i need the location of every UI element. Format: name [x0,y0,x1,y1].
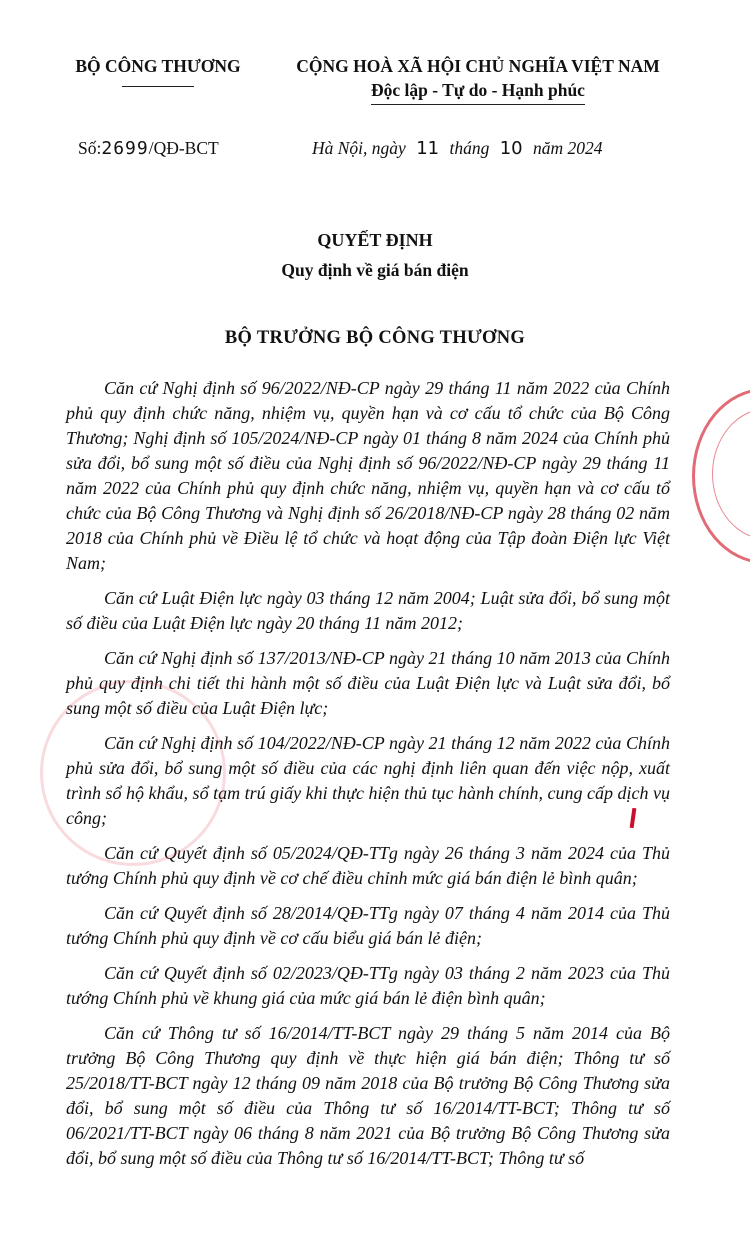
legal-basis-paragraph: Căn cứ Quyết định số 28/2014/QĐ-TTg ngày 07 tháng 4 năm 2014 của Thủ tướng Chính phủ quy định về cơ cấu biểu giá bán lẻ điện; [66,903,670,948]
date-year: năm 2024 [533,138,603,158]
date-month: 10 [499,138,523,159]
legal-basis-paragraph: Căn cứ Nghị định số 104/2022/NĐ-CP ngày 21 tháng 12 năm 2022 của Chính phủ sửa đổi, bổ sung một số điều của các nghị định liên quan đến việc nộp, xuất trình sổ hộ khẩu, sổ tạm trú giấy khi thực hiện thủ tục hành chính, cung cấp dịch vụ công; [66,733,670,828]
legal-basis-paragraph: Căn cứ Quyết định số 02/2023/QĐ-TTg ngày 03 tháng 2 năm 2023 của Thủ tướng Chính phủ về khung giá của mức giá bán lẻ điện bình quân; [66,963,670,1008]
issue-date [312,138,603,159]
legal-basis-paragraph: Căn cứ Nghị định số 96/2022/NĐ-CP ngày 29 tháng 11 năm 2022 của Chính phủ quy định chức năng, nhiệm vụ, quyền hạn và cơ cấu tổ chức của Bộ Công Thương; Nghị định số 105/2024/NĐ-CP ngày 01 tháng 8 năm 2024 của Chính phủ sửa đổi, bổ sung một số điều của Nghị định số 96/2022/NĐ-CP ngày 29 tháng 11 năm 2022 của Chính phủ quy định chức năng, nhiệm vụ, quyền hạn và cơ cấu tổ chức của Bộ Công Thương và Nghị định số 26/2018/NĐ-CP ngày 28 tháng 02 năm 2018 của Chính phủ về Điều lệ tổ chức và hoạt động của Tập đoàn Điện lực Việt Nam; [66,378,670,573]
ministry-underline [122,86,194,87]
faint-stamp-bleed [40,680,226,866]
issuing-agency-block [62,56,254,87]
document-type-title: QUYẾT ĐỊNH [317,230,433,250]
number-prefix: Số: [78,138,102,158]
number-value: 2699 [101,138,149,159]
legal-basis-paragraph: Căn cứ Quyết định số 05/2024/QĐ-TTg ngày 26 tháng 3 năm 2024 của Thủ tướng Chính phủ quy định về cơ chế điều chỉnh mức giá bán điện lẻ bình quân; [66,843,670,888]
legal-basis-paragraph: Căn cứ Thông tư số 16/2014/TT-BCT ngày 29 tháng 5 năm 2014 của Bộ trưởng Bộ Công Thương quy định về thực hiện giá bán điện; Thông tư số 25/2018/TT-BCT ngày 12 tháng 09 năm 2018 của Bộ trưởng Bộ Công Thương sửa đổi, bổ sung một số điều của Thông tư số 16/2014/TT-BCT; Thông tư số 06/2021/TT-BCT ngày 06 tháng 8 năm 2021 của Bộ trưởng Bộ Công Thương sửa đổi, bổ sung một số điều của Thông tư số 16/2014/TT-BCT; Thông tư số [66,1023,670,1168]
number-suffix: /QĐ-BCT [148,138,219,158]
national-header-block [268,56,688,105]
motto: Độc lập - Tự do - Hạnh phúc [371,80,585,105]
date-place: Hà Nội, ngày [312,138,406,158]
issuing-authority-title: BỘ TRƯỞNG BỘ CÔNG THƯƠNG [224,328,526,348]
ministry-name: BỘ CÔNG THƯƠNG [75,56,241,76]
legal-basis-paragraph: Căn cứ Nghị định số 137/2013/NĐ-CP ngày 21 tháng 10 năm 2013 của Chính phủ quy định chi tiết thi hành một số điều của Luật Điện lực và Luật sửa đổi, bổ sung một số điều của Luật Điện lực; [66,648,670,718]
decision-number [78,138,219,159]
legal-basis-paragraph: Căn cứ Luật Điện lực ngày 03 tháng 12 năm 2004; Luật sửa đổi, bổ sung một số điều của Luật Điện lực ngày 20 tháng 11 năm 2012; [66,588,670,633]
date-month-label: tháng [449,138,490,158]
republic-name: CỘNG HOÀ XÃ HỘI CHỦ NGHĨA VIỆT NAM [296,56,660,76]
date-day: 11 [416,138,440,159]
document-subject: Quy định về giá bán điện [281,260,469,280]
